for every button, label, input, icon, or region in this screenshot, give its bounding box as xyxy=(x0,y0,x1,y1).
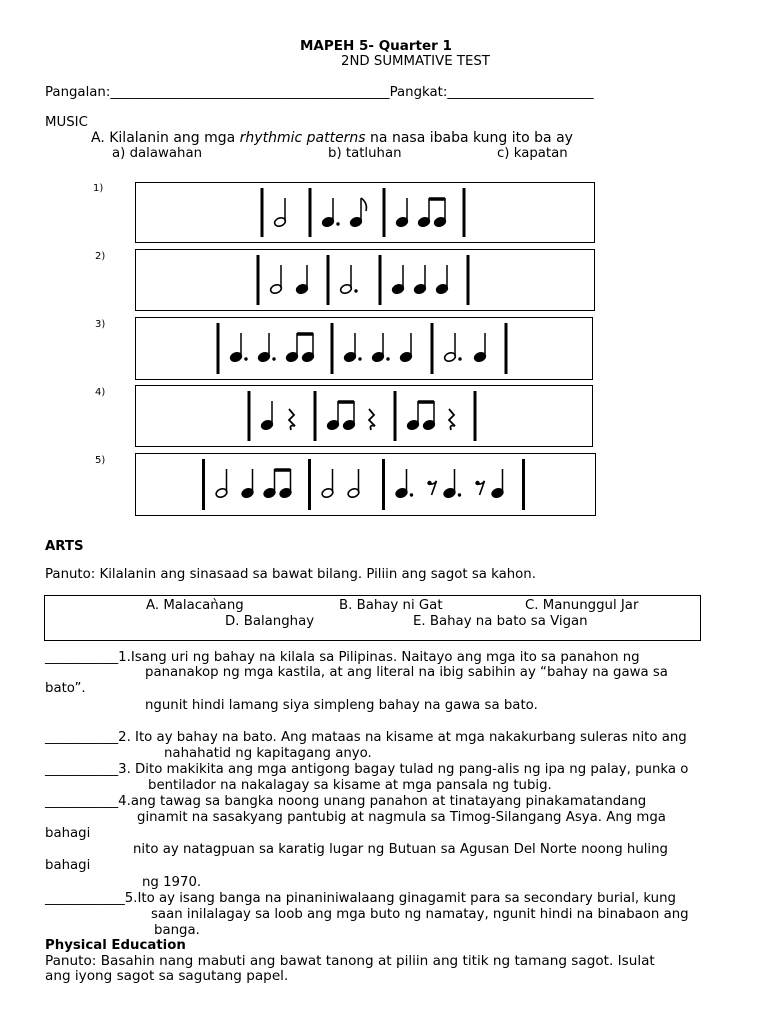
qrest-note xyxy=(369,409,375,430)
question-line: bato”. xyxy=(45,681,86,696)
question-line: bahagi xyxy=(45,826,91,841)
name-line xyxy=(45,85,594,100)
pe-instruction: Panuto: Basahin nang mabuti ang bawat tanong at piliin ang titik ng tamang sagot. Isulat xyxy=(45,953,655,969)
erest-note xyxy=(427,481,436,495)
arts-choice: C. Manunggul Jar xyxy=(525,598,639,613)
dq-note xyxy=(229,333,247,363)
rhythm-pattern-box xyxy=(135,182,595,243)
quarter-note xyxy=(241,469,254,499)
question-line: bentilador na nakalagay sa kisame at mga pansala ng tubig. xyxy=(148,778,552,793)
dq-note xyxy=(443,469,461,499)
quarter-note xyxy=(395,198,408,228)
rhythm-notation xyxy=(136,183,594,242)
question-line: ginamit na sasakyang pantubig at nagmula sa Timog-Silangang Asya. Ang mga xyxy=(137,810,666,825)
question-line: ___________4.ang tawag sa bangka noong unang panahon at tinatayang pinakamatandang xyxy=(45,794,647,809)
test-title: MAPEH 5- Quarter 1 xyxy=(300,38,452,54)
quarter-note xyxy=(295,265,308,295)
erest-note xyxy=(475,481,484,495)
beam2-note xyxy=(263,469,292,499)
arts-heading: ARTS xyxy=(45,539,84,554)
name-blank: __________________________________________ xyxy=(110,85,390,100)
rhythm-pattern-box xyxy=(135,453,596,516)
dq-note xyxy=(321,198,339,228)
arts-instruction: Panuto: Kilalanin ang sinasaad sa bawat bilang. Piliin ang sagot sa kahon. xyxy=(45,567,536,582)
quarter-note xyxy=(491,469,504,499)
half-note xyxy=(347,469,360,499)
beam2-note xyxy=(326,401,355,431)
dq-note xyxy=(371,333,389,363)
question-line: ___________2. Ito ay bahay na bato. Ang mataas na kisame at mga nakakurbang suleras nito ang xyxy=(45,730,687,745)
question-line: bahagi xyxy=(45,858,91,873)
half-note xyxy=(215,469,228,499)
quarter-note xyxy=(399,333,412,363)
arts-choice: E. Bahay na bato sa Vigan xyxy=(413,614,588,629)
quarter-note xyxy=(391,265,404,295)
quarter-note xyxy=(413,265,426,295)
pe-heading: Physical Education xyxy=(45,938,186,953)
half-note xyxy=(273,198,286,228)
qrest-note xyxy=(289,409,295,430)
quarter-note xyxy=(435,265,448,295)
question-line: ____________5.Ito ay isang banga na pinaniniwalaang ginagamit para sa secondary burial, kung xyxy=(45,891,676,906)
pe-instruction: ang iyong sagot sa sagutang papel. xyxy=(45,968,289,984)
item-number: 3) xyxy=(95,319,106,330)
item-number: 1) xyxy=(93,183,104,194)
dq-note xyxy=(343,333,361,363)
section-label: Pangkat: xyxy=(389,85,448,100)
arts-choice: B. Bahay ni Gat xyxy=(339,598,443,613)
item-number: 2) xyxy=(95,251,106,262)
music-instruction xyxy=(91,130,573,146)
rhythm-pattern-box xyxy=(135,317,593,380)
instr-text: A. Kilalanin ang mga xyxy=(91,130,240,146)
instr-text-end: na nasa ibaba kung ito ba ay xyxy=(365,130,573,146)
dhalf-note xyxy=(443,333,461,363)
qrest-note xyxy=(449,409,455,430)
section-blank: ______________________ xyxy=(447,85,594,100)
quarter-note xyxy=(473,333,486,363)
dq-note xyxy=(257,333,275,363)
rhythm-notation xyxy=(136,386,592,446)
item-number: 4) xyxy=(95,387,106,398)
instr-italic: rhythmic patterns xyxy=(239,130,366,146)
question-line: ___________1.Isang uri ng bahay na kilala sa Pilipinas. Naitayo ang mga ito sa panahon ng xyxy=(45,650,640,665)
question-line: saan inilalagay sa loob ang mga buto ng namatay, ngunit hindi na binabaon ang xyxy=(151,907,689,922)
choice-b: b) tatluhan xyxy=(328,146,402,161)
question-line: nito ay natagpuan sa karatig lugar ng Butuan sa Agusan Del Norte noong huling xyxy=(133,842,668,857)
quarter-note xyxy=(260,401,273,431)
beam2-note xyxy=(417,198,446,228)
question-line: ___________3. Dito makikita ang mga antigong bagay tulad ng pang-alis ng ipa ng palay, punka o xyxy=(45,762,689,777)
eighth-note xyxy=(349,198,366,228)
beam2-note xyxy=(285,333,314,363)
choice-a: a) dalawahan xyxy=(112,146,203,161)
question-line: banga. xyxy=(154,923,200,938)
rhythm-pattern-box xyxy=(135,249,595,311)
item-number: 5) xyxy=(95,455,106,466)
rhythm-pattern-box xyxy=(135,385,593,447)
rhythm-notation xyxy=(136,318,592,379)
half-note xyxy=(321,469,334,499)
dhalf-note xyxy=(339,265,357,295)
beam2-note xyxy=(406,401,435,431)
arts-choice: A. Malacaǹang xyxy=(146,598,244,613)
dq-note xyxy=(395,469,413,499)
half-note xyxy=(269,265,282,295)
choice-c: c) kapatan xyxy=(497,146,568,161)
question-line: ngunit hindi lamang siya simpleng bahay na gawa sa bato. xyxy=(145,698,538,713)
music-heading: MUSIC xyxy=(45,115,88,130)
rhythm-notation xyxy=(136,454,595,515)
test-subtitle: 2ND SUMMATIVE TEST xyxy=(341,54,490,69)
question-line: pananakop ng mga kastila, at ang literal na ibig sabihin ay “bahay na gawa sa xyxy=(145,665,668,680)
rhythm-notation xyxy=(136,250,594,310)
question-line: ng 1970. xyxy=(142,875,202,890)
name-label: Pangalan: xyxy=(45,85,111,100)
question-line: nahahatid ng kapitagang anyo. xyxy=(164,746,372,761)
arts-choice: D. Balanghay xyxy=(225,614,315,629)
